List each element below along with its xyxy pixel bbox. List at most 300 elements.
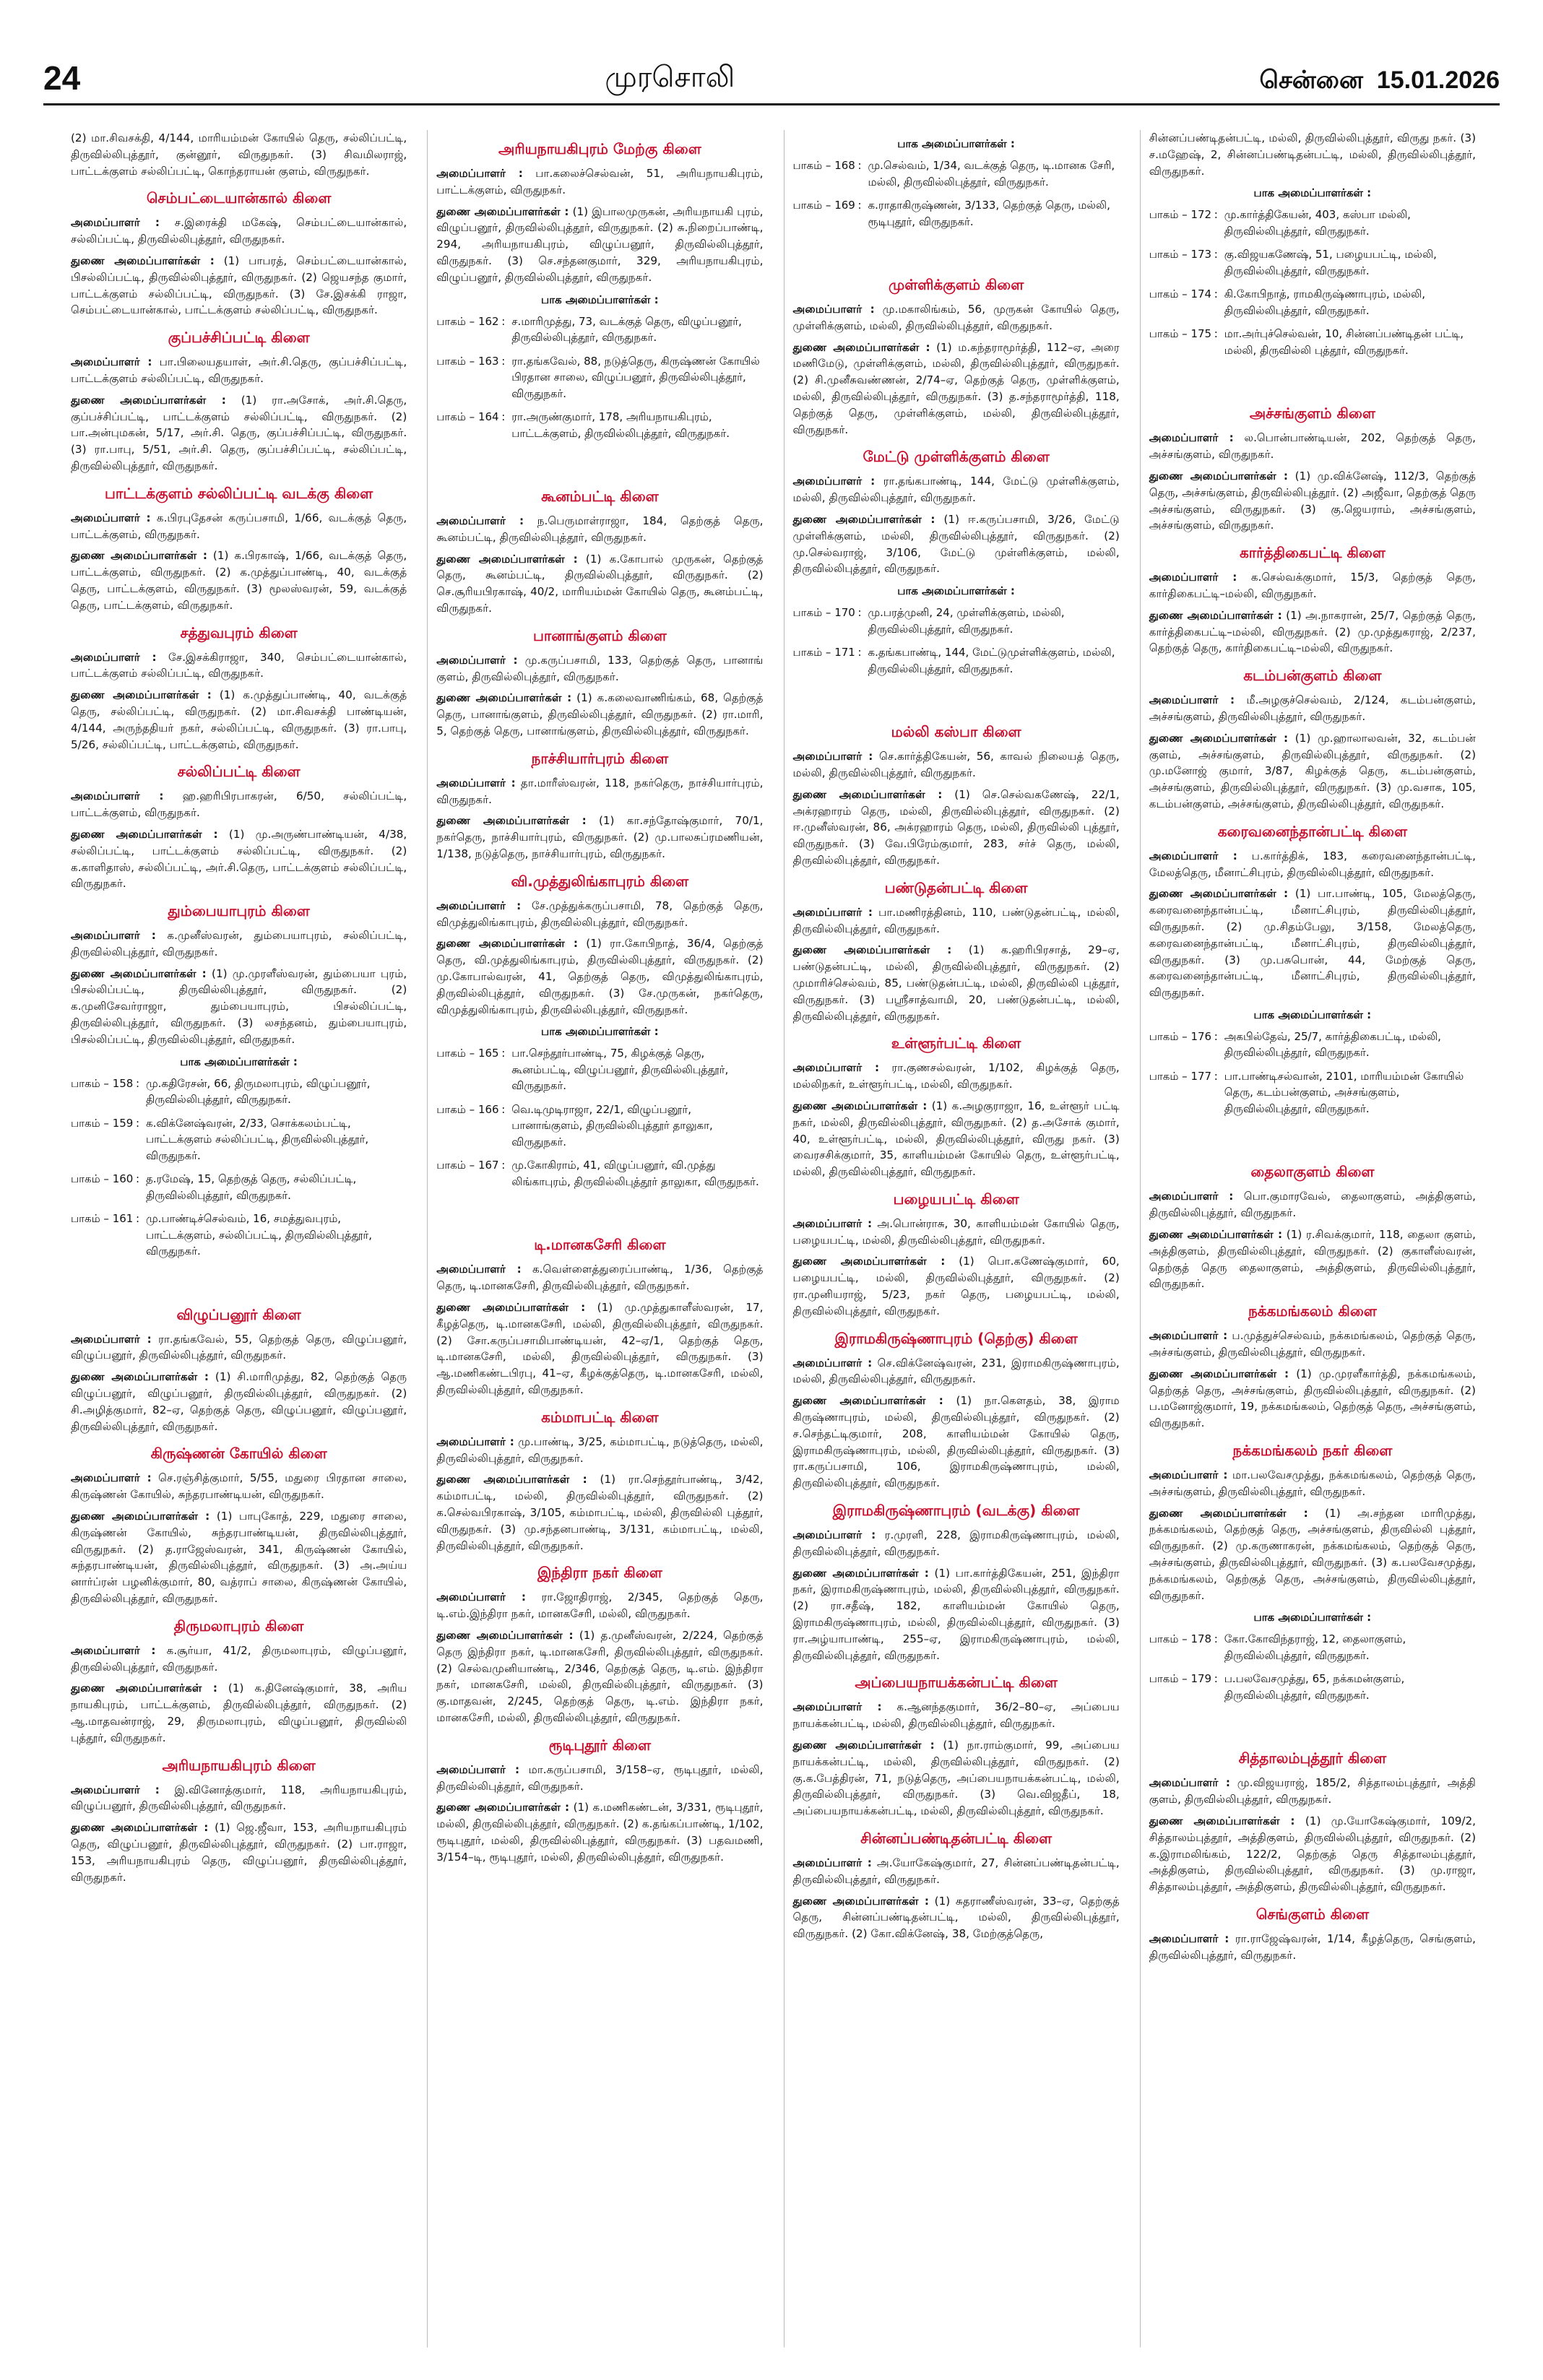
entry-paragraph	[71, 510, 407, 543]
entry-text: ரா.குணசல்வரன், 1/102, கிழக்குத் தெரு, மல்லிநகர், உள்ளூர்பட்டி, மல்லி, விருதுநகர்.	[792, 1061, 1120, 1091]
booth-number: பாகம் – 172	[1149, 208, 1212, 222]
booth-detail: கி.கோபிநாத், ராமகிருஷ்ணாபுரம், மல்லி, திருவில்லிபுத்தூர், விருதுநகர்.	[1224, 287, 1425, 317]
entry-label: அமைப்பாளர் :	[792, 1700, 882, 1714]
booth-number: பாகம் – 166	[436, 1102, 499, 1116]
entry-text: க.சூர்யா, 41/2, திருமலாபுரம், விழுப்பனூர், திருவில்லிபுத்தூர், விருதுநகர்.	[71, 1643, 407, 1674]
booth-colon: :	[857, 159, 862, 172]
entry-paragraph	[436, 1299, 763, 1398]
booth-entry	[71, 1115, 407, 1164]
booth-colon: :	[1214, 327, 1218, 341]
entry-label: துணை அமைப்பாளர்கள் :	[1149, 608, 1282, 622]
entry-text: ர.முரளி, 228, இராமகிருஷ்ணாபுரம், மல்லி, திருவில்லிபுத்தூர், விருதுநகர்.	[792, 1528, 1120, 1558]
entry-paragraph	[793, 787, 1120, 869]
entry-text: (1) ரா.செந்தூர்பாண்டி, 3/42, கம்மாபட்டி, மல்லி, திருவில்லிபுத்தூர், விருதுநகர். (2) க.செல்வபிரகாஷ், 3/105, கம்மாபட்டி, மல்லி, திருவில்லி புத்தூர், விருதுநகர். (3) மு.சந்தனபாண்டி, 3/131, கம்மாபட்டி, மல்லி, திருவில்லிபுத்தூர், விருதுநகர்.	[436, 1473, 764, 1552]
entry-text: மு.பாண்டி, 3/25, கம்மாபட்டி, நடுத்தெரு, மல்லி, திருவில்லிபுத்தூர், விருதுநகர்.	[436, 1435, 764, 1465]
entry-text: பொ.குமாரவேல், தைலாகுளம், அத்திகுளம், திருவில்லிபுத்தூர், விருதுநகர்.	[1149, 1190, 1476, 1220]
booth-entry	[71, 1211, 407, 1260]
entry-paragraph	[71, 1643, 407, 1676]
entry-paragraph	[793, 904, 1120, 938]
entry-text: (1) அ.சந்தன மாரிமுத்து, நக்கமங்கலம், தெற்குத் தெரு, அச்சங்குளம், திருவில்லி புத்தூர், விருதுநகர். (2) மு.கருணாகரன், நக்கமங்கலம், தெற்குத் தெரு, அச்சங்குளம், திருவில்லிபுத்தூர், விருதுநகர். (3) க.பலவேசமுத்து, நக்கமங்கலம், தெற்குத் தெரு, அச்சங்குளம், திருவில்லிபுத்தூர், விருதுநகர்.	[1149, 1506, 1476, 1602]
entry-paragraph	[1149, 607, 1476, 657]
entry-paragraph	[793, 301, 1120, 334]
booth-colon: :	[857, 606, 862, 620]
branch-heading: உள்ளூர்பட்டி கிளை	[891, 1034, 1021, 1052]
entry-paragraph	[71, 966, 407, 1048]
entry-label: துணை அமைப்பாளர்கள் :	[71, 1510, 210, 1523]
entry-label: துணை அமைப்பாளர்கள் :	[792, 1255, 946, 1268]
booth-number: பாகம் – 173	[1149, 248, 1212, 261]
entry-paragraph	[793, 1737, 1120, 1819]
entry-paragraph	[436, 1434, 763, 1467]
entry-paragraph	[793, 1253, 1120, 1319]
entry-paragraph	[436, 1799, 763, 1865]
entry-text: (1) மு.ஹாலாலவன், 32, கடம்பன் குளம், அச்சங்குளம், திருவில்லிபுத்தூர், விருதுநகர். (2) மு.மனோஜ் குமார், 3/87, கிழக்குத் தெரு, கடம்பன்குளம், அச்சங்குளம், திருவில்லிபுத்தூர், விருதுநகர். (3) மு.வசாக, 105, கடம்பன்குளம், அச்சங்குளம், திருவில்லிபுத்தூர், விருதுநகர்.	[1149, 731, 1476, 810]
entry-label: அமைப்பாளர் :	[436, 899, 522, 912]
branch-heading: திருமலாபுரம் கிளை	[173, 1617, 304, 1635]
entry-label: அமைப்பாளர் :	[1149, 1931, 1229, 1945]
entry-paragraph	[71, 548, 407, 613]
entry-paragraph	[1149, 1188, 1476, 1221]
entry-text: (1) மு.அருண்பாண்டியன், 4/38, சல்லிப்பட்டி, பாட்டக்குளம் சல்லிப்பட்டி, விருதுநகர். (2) க.காளிதாஸ், சல்லிப்பட்டி, அர்.சி.தெரு, பாட்டக்குளம் சல்லிப்பட்டி, விருதுநகர்.	[71, 827, 407, 891]
entry-paragraph	[436, 813, 763, 862]
branch-heading: கார்த்திகைபட்டி கிளை	[1239, 544, 1386, 562]
branch-heading: நக்கமங்கலம் நகர் கிளை	[1232, 1441, 1393, 1459]
booth-entry	[436, 1102, 763, 1151]
entry-label: துணை அமைப்பாளர்கள் :	[436, 937, 578, 951]
entry-text: (1) சுதராணீஸ்வரன், 33–ஏ, தெற்குத் தெரு, சின்னப்பண்டிதன்பட்டி, மல்லி, திருவில்லிபுத்தூர், விருதுநகர். (2) கோ.விக்னேஷ், 38, மேற்குத்தெரு,	[792, 1894, 1120, 1941]
entry-text: (1) க.தினேஷ்குமார், 38, அரிய நாயகிபுரம், பாட்டக்குளம், திருவில்லிபுத்தூர், விருதுநகர். (2) ஆ.மாதவன்ராஜ், 29, திருமலாபுரம், விழுப்பனூர், திருவில்லி புத்தூர், விருதுநகர்.	[71, 1682, 407, 1744]
entry-paragraph	[71, 215, 407, 248]
entry-paragraph	[1149, 1366, 1476, 1432]
column-2	[427, 130, 763, 2347]
entry-text: ந.பெருமாள்ராஜா, 184, தெற்குத் தெரு, கூனம்பட்டி, திருவில்லிபுத்தூர், விருதுநகர்.	[436, 514, 764, 544]
entry-text: (1) செ.செல்வகணேஷ், 22/1, அக்ரஹாரம் தெரு, மல்லி, திருவில்லிபுத்தூர், விருதுநகர். (2) ஈ.முனீஸ்வரன், 86, அக்ரஹாரம் தெரு, மல்லி, திருவில்லி புத்தூர், விருதுநகர். (3) வே.பிரேம்குமார், 283, சர்ச் தெரு, மல்லி, திருவில்லிபுத்தூர், விருதுநகர்.	[792, 787, 1120, 867]
entry-text: அ.யோகேஷ்குமார், 27, சின்னப்பண்டிதன்பட்டி, திருவில்லிபுத்தூர், விருதுநகர்.	[792, 1856, 1120, 1886]
entry-text: பா.கலைச்செல்வன், 51, அரியநாயகிபுரம், பாட்டக்குளம், விருதுநகர்.	[436, 167, 764, 196]
booth-colon: :	[501, 314, 506, 328]
booth-number: பாகம் – 161	[71, 1212, 134, 1226]
entry-text: சின்னப்பண்டிதன்பட்டி, மல்லி, திருவில்லிபுத்தூர், விருது நகர். (3) ச.மஹேஷ், 2, சின்னப்பண்டிதன்பட்டி, மல்லி, திருவில்லிபுத்தூர், விருதுநகர்.	[1149, 131, 1476, 178]
booth-colon: :	[1214, 248, 1218, 261]
branch-heading: செம்பட்டையான்கால் கிளை	[146, 189, 332, 207]
entry-paragraph	[436, 1261, 763, 1294]
entry-text: ச.இரைக்தி மகேஷ், செம்பட்டையான்கால், சல்லிப்பட்டி, திருவில்லிபுத்தூர், விருதுநகர்.	[71, 216, 407, 246]
entry-text: மா.கருப்பசாமி, 3/158–ஏ, ரூடிபுதூர், மல்லி, திருவில்லிபுத்தூர், விருதுநகர்.	[436, 1762, 764, 1793]
spacer	[436, 449, 763, 477]
entry-paragraph	[436, 1762, 763, 1795]
entry-label: துணை அமைப்பாளர்கள் :	[792, 1099, 928, 1112]
branch-heading: டி.மானகசேரி கிளை	[534, 1236, 666, 1254]
branch-heading: அரியநாயகிபுரம் கிளை	[162, 1756, 316, 1774]
booth-detail: க.ராதாகிருஷ்ணன், 3/133, தெற்குத் தெரு, மல்லி, ரூடிபுதூர், விருதுநகர்.	[868, 199, 1110, 228]
entry-paragraph	[436, 513, 763, 546]
booth-number: பாகம் – 178	[1149, 1632, 1212, 1646]
entry-label: துணை அமைப்பாளர்கள் :	[792, 1566, 929, 1580]
booth-colon: :	[501, 354, 506, 368]
entry-text: பா.பிலையதயாள், அர்.சி.தெரு, குப்பச்சிப்பட்டி, பாட்டக்குளம் சல்லிப்பட்டி, விருதுநகர்.	[71, 355, 407, 385]
entry-paragraph	[793, 1699, 1120, 1732]
entry-label: துணை அமைப்பாளர்கள் :	[71, 254, 215, 267]
branch-heading: நாச்சியார்புரம் கிளை	[531, 749, 669, 767]
entry-paragraph	[793, 1565, 1120, 1664]
entry-text: ஹ.ஹரிபிரபாகரன், 6/50, சல்லிப்பட்டி, பாட்டக்குளம், விருதுநகர்.	[71, 789, 407, 820]
branch-heading: இராமகிருஷ்ணாபுரம் (தெற்கு) கிளை	[834, 1329, 1078, 1347]
booth-number: பாகம் – 175	[1149, 327, 1212, 341]
branch-heading: கடம்பன்குளம் கிளை	[1243, 667, 1382, 685]
entry-text: மு.மகாலிங்கம், 56, முருகன் கோயில் தெரு, முள்ளிக்குளம், மல்லி, திருவில்லிபுத்தூர், விருதுநகர்.	[792, 303, 1120, 332]
booth-entry	[1149, 207, 1476, 239]
entry-paragraph	[436, 775, 763, 808]
branch-heading: ரூடிபுதூர் கிளை	[548, 1736, 652, 1754]
entry-paragraph	[71, 1369, 407, 1435]
branch-heading: சத்துவபுரம் கிளை	[180, 623, 298, 641]
booth-colon: :	[1214, 1632, 1218, 1646]
entry-label: அமைப்பாளர் :	[71, 1332, 152, 1346]
entry-paragraph	[436, 204, 763, 286]
entry-label: அமைப்பாளர் :	[71, 789, 164, 803]
entry-text: ரா.ஜோதிராஜ், 2/345, தெற்குத் தெரு, டி.எம்.இந்திரா நகர், மானகசேரி, மல்லி, விருதுநகர்.	[436, 1591, 764, 1621]
booth-detail: மு.கார்த்திகேயன், 403, கஸ்பா மல்லி, திருவில்லிபுத்தூர், விருதுநகர்.	[1224, 208, 1411, 238]
booth-colon: :	[1214, 1029, 1218, 1043]
entry-paragraph	[71, 927, 407, 961]
entry-paragraph	[793, 1098, 1120, 1180]
entry-label: துணை அமைப்பாளர்கள் :	[792, 943, 952, 957]
entry-label: அமைப்பாளர் :	[1149, 693, 1235, 707]
entry-paragraph	[793, 1355, 1120, 1388]
branch-heading: மேட்டு முள்ளிக்குளம் கிளை	[863, 448, 1050, 466]
entry-paragraph	[1149, 1328, 1476, 1361]
booth-detail: கோ.கோவிந்தராஜ், 12, தைலாகுளம், திருவில்லிபுத்தூர், விருதுநகர்.	[1224, 1632, 1406, 1662]
branch-heading: அரியநாயகிபுரம் மேற்கு கிளை	[498, 140, 701, 157]
entry-label: அமைப்பாளர் :	[1149, 571, 1237, 584]
subheading: பாக அமைப்பாளர்கள் :	[897, 137, 1015, 150]
booth-detail: மா.அர்புச்செல்வன், 10, சின்னப்பண்டிதன் பட்டி, மல்லி, திருவில்லி புத்தூர், விருதுநகர்.	[1224, 327, 1464, 357]
entry-text: ரா.தங்கவேல், 55, தெற்குத் தெரு, விழுப்பனூர், விழுப்பனூர், திருவில்லிபுத்தூர், விருதுநகர்.	[71, 1332, 407, 1362]
branch-heading: கிருஷ்ணன் கோயில் கிளை	[150, 1445, 327, 1463]
entry-label: அமைப்பாளர் :	[792, 1061, 880, 1075]
page-number: 24	[43, 59, 81, 97]
entry-paragraph	[1149, 1775, 1476, 1808]
booth-colon: :	[501, 410, 506, 424]
entry-label: அமைப்பாளர் :	[792, 1528, 876, 1542]
spacer	[1149, 1710, 1476, 1739]
booth-colon: :	[1214, 1069, 1218, 1083]
entry-label: அமைப்பாளர் :	[71, 929, 156, 943]
entry-text: (1) பொ.கணேஷ்குமார், 60, பழையபட்டி, மல்லி, திருவில்லிபுத்தூர், விருதுநகர். (2) ரா.முனியராஜ், 5/23, நகர் தெரு, பழையபட்டி, மல்லி, திருவில்லிபுத்தூர், விருதுநகர்.	[792, 1255, 1120, 1317]
entry-label: துணை அமைப்பாளர்கள் :	[71, 1821, 209, 1835]
booth-colon: :	[136, 1172, 140, 1186]
entry-paragraph	[793, 1855, 1120, 1888]
booth-entry	[793, 644, 1120, 677]
entry-label: அமைப்பாளர் :	[436, 776, 516, 789]
entry-paragraph	[436, 165, 763, 199]
entry-label: துணை அமைப்பாளர்கள் :	[436, 1628, 574, 1642]
entry-label: துணை அமைப்பாளர்கள் :	[71, 827, 218, 841]
entry-paragraph	[436, 551, 763, 617]
entry-paragraph	[1149, 692, 1476, 725]
entry-label: துணை அமைப்பாளர்கள் :	[1149, 731, 1289, 745]
booth-colon: :	[136, 1212, 140, 1226]
entry-paragraph	[1149, 468, 1476, 534]
entry-paragraph	[436, 1589, 763, 1622]
entry-paragraph	[1149, 1467, 1476, 1500]
paper-name: முரசொலி	[605, 61, 735, 94]
entry-label: துணை அமைப்பாளர்கள் :	[1149, 1228, 1283, 1241]
entry-text: க.முனீஸ்வரன், தும்பையாபுரம், சல்லிப்பட்டி, திருவில்லிபுத்தூர், விருதுநகர்.	[71, 929, 407, 959]
entry-label: அமைப்பாளர் :	[71, 216, 160, 230]
branch-heading: கரைவனைந்தான்பட்டி கிளை	[1217, 822, 1407, 840]
branch-heading: அச்சங்குளம் கிளை	[1249, 404, 1375, 423]
booth-number: பாகம் – 176	[1149, 1029, 1212, 1043]
booth-colon: :	[501, 1047, 506, 1060]
booth-entry	[1149, 286, 1476, 319]
booth-detail: மு.கோகிராம், 41, விழுப்பனூர், வி.முத்து லிங்காபுரம், திருவில்லிபுத்தூர் தாலுகா, விருதுநகர்.	[511, 1159, 759, 1188]
booth-number: பாகம் – 174	[1149, 287, 1212, 301]
entry-text: (1) மு.முத்துகாளீஸ்வரன், 17, கீழத்தெரு, டி.மானகசேரி, மல்லி, திருவில்லிபுத்தூர், விருதுநகர். (2) சோ.கருப்பசாமிபாண்டியன், 42–ஏ/1, தெற்குத் தெரு, டி.மானகசேரி, மல்லி, திருவில்லிபுத்தூர், விருதுநகர். (3) ஆ.மணிகண்டபிரபு, 41–ஏ, கீழக்குத்தெரு, டி.மானகசேரி, மல்லி, திருவில்லிபுத்தூர், விருதுநகர்.	[436, 1301, 764, 1396]
booth-number: பாகம் – 160	[71, 1172, 134, 1186]
city: சென்னை	[1259, 66, 1363, 94]
branch-heading: இந்திரா நகர் கிளை	[537, 1564, 662, 1582]
booth-colon: :	[136, 1076, 140, 1090]
entry-text: (1) க.முத்துப்பாண்டி, 40, வடக்குத் தெரு, சல்லிப்பட்டி, விருதுநகர். (2) மா.சிவசக்தி பாண்டியன், 4/144, அருந்ததியர் நகர், சல்லிப்பட்டி, விருதுநகர். (3) ரா.பாபு, 5/26, சல்லிப்பட்டி, பாட்டக்குளம், விருதுநகர்.	[71, 688, 407, 751]
entry-label: அமைப்பாளர் :	[71, 1783, 160, 1796]
entry-paragraph	[71, 392, 407, 475]
entry-text: ரா.தங்கபாண்டி, 144, மேட்டு முள்ளிக்குளம், மல்லி, திருவில்லிபுத்தூர், விருதுநகர்.	[792, 475, 1120, 505]
entry-label: துணை அமைப்பாளர்கள் :	[792, 1394, 943, 1408]
dateline	[1260, 66, 1500, 98]
branch-heading: தைலாகுளம் கிளை	[1250, 1163, 1375, 1181]
issue-date: 15.01.2026	[1376, 66, 1500, 94]
branch-heading: விழுப்பனூர் கிளை	[176, 1305, 301, 1323]
booth-entry	[436, 313, 763, 346]
entry-paragraph	[1149, 730, 1476, 813]
entry-paragraph	[71, 253, 407, 319]
entry-label: அமைப்பாளர் :	[71, 511, 151, 524]
entry-paragraph	[793, 473, 1120, 506]
booth-entry	[436, 1045, 763, 1094]
entry-paragraph	[793, 339, 1120, 438]
entry-label: அமைப்பாளர் :	[792, 1216, 873, 1230]
entry-label: துணை அமைப்பாளர்கள் :	[792, 340, 930, 354]
branch-heading: முள்ளிக்குளம் கிளை	[888, 276, 1024, 293]
entry-paragraph	[793, 1893, 1120, 1942]
branch-heading: பாட்டக்குளம் சல்லிப்பட்டி வடக்கு கிளை	[105, 484, 373, 502]
booth-colon: :	[501, 1159, 506, 1172]
entry-text: (1) ரா.கோபிநாத், 36/4, தெற்குத் தெரு, வி.முத்துலிங்காபுரம், திருவில்லிபுத்தூர், விருதுநகர். (2) மு.கோபால்வரன், 41, தெற்குத் தெரு, விமுத்துலிங்காபுரம், திருவில்லிபுத்தூர், விருதுநகர். (3) சே.முருகன், நகர்தெரு, விமுத்துலிங்காபுரம், திருவில்லிபுத்தூர், விருதுநகர்.	[436, 937, 764, 1016]
booth-number: பாகம் – 171	[792, 646, 855, 659]
entry-text: க.செல்வக்குமார், 15/3, தெற்குத் தெரு, கார்திகைபட்டி–மல்லி, விருதுநகர்.	[1149, 571, 1476, 600]
booth-detail: க.விக்னேஷ்வரன், 2/33, சொக்கலம்பட்டி, பாட்டக்குளம் சல்லிப்பட்டி, திருவில்லிபுத்தூர், விருதுநகர்.	[146, 1116, 369, 1162]
entry-label: துணை அமைப்பாளர்கள் :	[1149, 1506, 1308, 1520]
subheading: பாக அமைப்பாளர்கள் :	[1253, 1611, 1372, 1624]
branch-heading: சின்னப்பண்டிதன்பட்டி கிளை	[860, 1830, 1053, 1847]
entry-paragraph	[793, 1393, 1120, 1492]
entry-text: பா.மணிரத்தினம், 110, பண்டுதன்பட்டி, மல்லி, திருவில்லிபுத்தூர், விருதுநகர்.	[792, 905, 1120, 935]
entry-label: துணை அமைப்பாளர்கள் :	[71, 688, 212, 702]
spacer	[71, 1267, 407, 1296]
booth-number: பாகம் – 164	[436, 410, 499, 424]
branch-heading: நக்கமங்கலம் கிளை	[1248, 1302, 1377, 1320]
booth-colon: :	[857, 199, 862, 212]
entry-label: அமைப்பாளர் :	[436, 514, 524, 528]
booth-detail: மு.பாண்டிச்செல்வம், 16, சமத்துவபுரம், பாட்டக்குளம், சல்லிப்பட்டி, திருவில்லிபுத்தூர், விருதுநகர்.	[146, 1212, 372, 1258]
entry-text: (1) ஜெ.ஜீவா, 153, அரியநாயகிபுரம் தெரு, விழுப்பனூர், திருவில்லிபுத்தூர், விருதுநகர். (2) பா.ராஜா, 153, அரியநாயகிபுரம் தெரு, விழுப்பனூர், திருவில்லிபுத்தூர், விருதுநகர்.	[71, 1821, 407, 1884]
spacer	[1149, 365, 1476, 394]
entry-label: துணை அமைப்பாளர்கள் :	[71, 966, 207, 980]
booth-detail: மு.கதிரேசன், 66, திருமலாபுரம், விழுப்பனூர், திருவில்லிபுத்தூர், விருதுநகர்.	[146, 1076, 371, 1107]
entry-text: (1) ரா.அசோக், அர்.சி.தெரு, குப்பச்சிப்பட்டி, பாட்டக்குளம் சல்லிப்பட்டி, விருதுநகர். (2) பா.அன்புமகன், 5/17, அர்.சி. தெரு, குப்பச்சிப்பட்டி, விருதுநகர். (3) ரா.பாபு, 5/51, அர்.சி. தெரு, குப்பச்சிப்பட்டி, சல்லிப்பட்டி, திருவில்லிபுத்தூர், விருதுநகர்.	[71, 393, 407, 472]
entry-paragraph	[1149, 1505, 1476, 1604]
entry-text: சே.இசக்கிராஜா, 340, செம்பட்டையான்கால், பாட்டக்குளம் சல்லிப்பட்டி, விருதுநகர்.	[71, 650, 407, 680]
entry-paragraph	[71, 1680, 407, 1746]
column-4	[1140, 130, 1476, 2347]
entry-text: (1) ஈ.கருப்பசாமி, 3/26, மேட்டு முள்ளிக்குளம், மல்லி, திருவில்லிபுத்தூர், விருதுநகர். (2) மு.செல்வராஜ், 3/106, மேட்டு முள்ளிக்குளம், மல்லி, திருவில்லிபுத்தூர், விருதுநகர்.	[792, 512, 1120, 576]
entry-paragraph	[1149, 569, 1476, 602]
booth-number: பாகம் – 167	[436, 1159, 499, 1172]
entry-label: அமைப்பாளர் :	[71, 1643, 156, 1657]
booth-detail: ரா.தங்கவேல், 88, நடுத்தெரு, கிருஷ்ணன் கோயில் பிரதான சாலை, விழுப்பனூர், திருவில்லிபுத்தூர், விருதுநகர்.	[511, 354, 760, 400]
booth-detail: பா.செந்தூர்பாண்டி, 75, கிழக்குத் தெரு, கூனம்பட்டி, விழுப்பனூர், திருவில்லிபுத்தூர், விருதுநகர்.	[511, 1047, 729, 1093]
branch-heading: மல்லி கஸ்பா கிளை	[891, 723, 1021, 741]
branch-heading: செங்குளம் கிளை	[1255, 1905, 1370, 1923]
booth-entry	[793, 197, 1120, 230]
booth-number: பாகம் – 169	[792, 199, 855, 212]
entry-text: க.வெள்ளைத்துரைப்பாண்டி, 1/36, தெற்குத் தெரு, டி.மானகசேரி, திருவில்லிபுத்தூர், விருதுநகர்.	[436, 1263, 764, 1293]
entry-paragraph	[71, 1331, 407, 1364]
entry-paragraph	[436, 898, 763, 931]
branch-heading: சல்லிப்பட்டி கிளை	[177, 763, 301, 781]
entry-label: துணை அமைப்பாளர்கள் :	[436, 1473, 587, 1487]
entry-text: (1) க.ஹரிபிரசாத், 29–ஏ, பண்டுதன்பட்டி, மல்லி, திருவில்லிபுத்தூர், விருதுநகர். (2) முமாரிச்செல்வம், 85, பண்டுதன்பட்டி, மல்லி, திருவில்லி புத்தூர், விருதுநகர். (3) பஸ்ரீசாத்வாமி, 20, பண்டுதன்பட்டி, மல்லி, திருவில்லிபுத்தூர், விருதுநகர்.	[792, 943, 1120, 1023]
entry-label: அமைப்பாளர் :	[792, 303, 875, 316]
entry-paragraph	[1149, 130, 1476, 179]
subheading: பாக அமைப்பாளர்கள் :	[541, 293, 659, 306]
booth-entry	[1149, 326, 1476, 358]
entry-text: (1) பா.கார்த்திகேயன், 251, இந்திரா நகர், இராமகிருஷ்ணாபுரம், மல்லி, திருவில்லிபுத்தூர், விருதுநகர். (2) ரா.சதீஷ், 182, காளியம்மன் கோயில் தெரு, இராமகிருஷ்ணாபுரம், மல்லி, திருவில்லிபுத்தூர், விருதுநகர். (3) ரா.அழ்யாபாண்டி, 255–ஏ, இராமகிருஷ்ணாபுரம், மல்லி, திருவில்லிபுத்தூர், விருதுநகர்.	[792, 1566, 1120, 1662]
columns	[71, 130, 1476, 2347]
entry-label: அமைப்பாளர் :	[71, 650, 157, 664]
entry-paragraph	[71, 354, 407, 387]
entry-text: அ.பொன்ராசு, 30, காளியம்மன் கோயில் தெரு, பழையபட்டி, மல்லி, திருவில்லிபுத்தூர், விருதுநகர்.	[792, 1216, 1120, 1247]
entry-label: அமைப்பாளர் :	[792, 750, 873, 763]
entry-text: இ.வினோத்குமார், 118, அரியநாயகிபுரம், விழுப்பனூர், திருவில்லிபுத்தூர், விருதுநகர்.	[71, 1783, 407, 1813]
booth-number: பாகம் – 162	[436, 314, 499, 328]
subheading: பாக அமைப்பாளர்கள் :	[541, 1025, 659, 1039]
booth-detail: ச.மாரிமுத்து, 73, வடக்குத் தெரு, விழுப்பனூர், திருவில்லிபுத்தூர், விருதுநகர்.	[511, 314, 742, 345]
booth-entry	[436, 353, 763, 402]
booth-detail: மு.செல்வம், 1/34, வடக்குத் தெரு, டி.மானக சேரி, மல்லி, திருவில்லிபுத்தூர், விருதுநகர்.	[868, 159, 1115, 189]
entry-text: மு.விஜயராஜ், 185/2, சித்தாலம்புத்தூர், அத்தி குளம், திருவில்லிபுத்தூர், விருதுநகர்.	[1149, 1776, 1476, 1806]
entry-text: (1) கா.சந்தோஷ்குமார், 70/1, நகர்தெரு, நாச்சியார்புரம், விருதுநகர். (2) மு.பாலசுப்ரமணியன், 1/138, நடுத்தெரு, நாச்சியார்புரம், விருதுநகர்.	[436, 814, 764, 861]
entry-label: துணை அமைப்பாளர்கள் :	[71, 393, 226, 407]
entry-paragraph	[436, 1471, 763, 1554]
entry-text: (1) த.முனீஸ்வரன், 2/224, தெற்குத் தெரு இந்திரா நகர், டி.மானகசேரி, திருவில்லிபுத்தூர், விருதுநகர். (2) செல்வமுனியாண்டி, 2/346, தெற்குத் தெரு, டி.எம். இந்திரா நகர், மானகசேரி, மல்லி, திருவில்லிபுத்தூர், விருதுநகர். (3) கு.மாதவன், 2/245, தெற்குத் தெரு, டி.எம். இந்திரா நகர், மானகசேரி, மல்லி, திருவில்லிபுத்தூர், விருதுநகர்.	[436, 1628, 764, 1724]
entry-paragraph	[436, 652, 763, 685]
entry-label: அமைப்பாளர் :	[1149, 1468, 1228, 1481]
entry-label: துணை அமைப்பாளர்கள் :	[792, 787, 943, 801]
entry-text: (1) பாபரத், செம்பட்டையான்கால், பிசல்லிப்பட்டி, திருவில்லிபுத்தூர், விருதுநகர். (2) ஜெயசந்த குமார், பாட்டக்குளம் சல்லிப்பட்டி, விருதுநகர். (3) சே.இசக்கி ராஜா, செம்பட்டையான்கால், பாட்டக்குளம் சல்லிப்பட்டி, விருதுநகர்.	[71, 254, 407, 317]
entry-paragraph	[1149, 886, 1476, 1001]
booth-colon: :	[136, 1116, 140, 1130]
entry-label: அமைப்பாளர் :	[71, 355, 152, 369]
entry-label: அமைப்பாளர் :	[792, 475, 876, 488]
entry-label: அமைப்பாளர் :	[436, 167, 523, 180]
entry-text: (1) க.கோபால் முருகன், தெற்குத் தெரு, கூனம்பட்டி, திருவில்லிபுத்தூர், விருதுநகர். (2) செ.சூரியபிரகாஷ், 40/2, மாரியம்மன் கோயில் தெரு, கூனம்பட்டி, விருதுநகர்.	[436, 552, 764, 615]
booth-detail: பா.பாண்டிசல்வான், 2101, மாரியம்மன் கோயில் தெரு, கடம்பன்குளம், அச்சங்குளம், திருவில்லிபுத்தூர், விருதுநகர்.	[1224, 1069, 1464, 1115]
booth-number: பாகம் – 179	[1149, 1672, 1212, 1686]
entry-text: (1) ம.கந்தராமூர்த்தி, 112–ஏ, அரை மணிமேடு, முள்ளிக்குளம், மல்லி, திருவில்லிபுத்தூர், விருதுநகர். (2) சி.முனீசுவண்ணன், 2/74–ஏ, தெற்குத் தெரு, முள்ளிக்குளம், மல்லி, திருவில்லிபுத்தூர், விருதுநகர். (3) த.சந்தராமூர்த்தி, 118, தெற்குத் தெரு, முள்ளிக்குளம், மல்லி, திருவில்லிபுத்தூர், விருதுநகர்.	[792, 340, 1120, 436]
entry-label: அமைப்பாளர் :	[1149, 1329, 1228, 1343]
booth-detail: கு.விஜயகணேஷ், 51, பழையபட்டி, மல்லி, திருவில்லிபுத்தூர், விருதுநகர்.	[1224, 248, 1437, 277]
entry-paragraph	[71, 130, 407, 179]
entry-text: (1) இபாலமுருகன், அரியநாயகி புரம், விழுப்பனூர், திருவில்லிபுத்தூர், விருதுநகர். (2) சு.நிறைப்பாண்டி, 294, அரியநாயகிபுரம், விழுப்பனூர், திருவில்லிபுத்தூர், விருதுநகர். (3) செ.சந்தனகுமார், 329, அரியநாயகிபுரம், விழுப்பனூர், திருவில்லிபுத்தூர், விருதுநகர்.	[436, 204, 764, 284]
entry-text: (1) மு.முரளீகார்த்தி, நக்கமங்கலம், தெற்குத் தெரு, அச்சங்குளம், திருவில்லிபுத்தூர், விருதுநகர். (2) ப.மனோஜ்குமார், 19, நக்கமங்கலம், தெற்குத் தெரு, அச்சங்குளம், விருதுநகர்.	[1149, 1367, 1476, 1430]
entry-text: ப.கார்த்திக், 183, கரைவனைந்தான்பட்டி, மேலத்தெரு, மீனாட்சிபுரம், திருவில்லிபுத்தூர், விருதுநகர்.	[1149, 849, 1476, 879]
entry-text: மீ.அழகுச்செல்வம், 2/124, கடம்பன்குளம், அச்சங்குளம், திருவில்லிபுத்தூர், விருதுநகர்.	[1149, 693, 1476, 723]
entry-label: அமைப்பாளர் :	[436, 1762, 520, 1776]
entry-paragraph	[793, 1060, 1120, 1093]
entry-paragraph	[436, 935, 763, 1018]
entry-text: ப.முத்துச்செல்வம், நக்கமங்கலம், தெற்குத் தெரு, அச்சங்குளம், திருவில்லிபுத்தூர், விருதுநகர்.	[1149, 1329, 1476, 1359]
entry-text: செ.விக்னேஷ்வரன், 231, இராமகிருஷ்ணாபுரம், மல்லி, திருவில்லிபுத்தூர், விருதுநகர்.	[792, 1356, 1120, 1386]
booth-number: பாகம் – 177	[1149, 1069, 1212, 1083]
entry-text: மா.பலவேசமுத்து, நக்கமங்கலம், தெற்குத் தெரு, அச்சங்குளம், திருவில்லிபுத்தூர், விருதுநகர்.	[1149, 1468, 1476, 1498]
entry-label: அமைப்பாளர் :	[1149, 431, 1234, 445]
entry-text: (2) மா.சிவசக்தி, 4/144, மாரியம்மன் கோயில் தெரு, சல்லிப்பட்டி, திருவில்லிபுத்தூர், குன்னூர், விருதுநகர். (3) சிவமிலராஜ், பாட்டக்குளம் சல்லிப்பட்டி, கொந்தராயன் குளம், விருதுநகர்.	[71, 131, 407, 178]
branch-heading: பானாங்குளம் கிளை	[532, 626, 667, 644]
booth-entry	[1149, 246, 1476, 279]
booth-colon: :	[501, 1102, 506, 1116]
entry-label: அமைப்பாளர் :	[436, 1263, 522, 1276]
entry-label: துணை அமைப்பாளர்கள் :	[436, 552, 578, 566]
entry-text: க.ஆனந்தகுமார், 36/2–80–ஏ, அப்பைய நாயக்கன்பட்டி, மல்லி, திருவில்லிபுத்தூர், விருதுநகர்.	[792, 1700, 1120, 1731]
entry-text: (1) பா.பாண்டி, 105, மேலத்தெரு, கரைவனைந்தான்பட்டி, மீனாட்சிபுரம், திருவில்லிபுத்தூர், விருதுநகர். (2) மு.சிதம்பேலு, 3/158, மேலத்தெரு, கரைவனைந்தான்பட்டி, மீனாட்சிபுரம், திருவில்லிபுத்தூர், விருதுநகர். (3) மு.பசுபொன், 44, மேற்குத் தெரு, கரைவனைந்தான்பட்டி, மீனாட்சிபுரம், திருவில்லிபுத்தூர், விருதுநகர்.	[1149, 887, 1476, 1000]
entry-paragraph	[71, 1819, 407, 1885]
entry-text: (1) க.பிரகாஷ், 1/66, வடக்குத் தெரு, பாட்டக்குளம், விருதுநகர். (2) க.முத்துப்பாண்டி, 40, வடக்குத் தெரு, பாட்டக்குளம், விருதுநகர். (3) மூலஸ்வரன், 59, வடக்குத் தெரு, பாட்டக்குளம், விருதுநகர்.	[71, 549, 407, 612]
booth-detail: மு.பரத்முனி, 24, முள்ளிக்குளம், மல்லி, திருவில்லிபுத்தூர், விருதுநகர்.	[868, 606, 1065, 636]
booth-number: பாகம் – 158	[71, 1076, 134, 1090]
entry-text: (1) பாபுகோத், 229, மதுரை சாலை, கிருஷ்ணன் கோயில், சுந்தரபாண்டியன், திருவில்லிபுத்தூர், விருதுநகர். (2) த.ராஜேஸ்வரன், 341, கிருஷ்ணன் கோயில், சுந்தரபாண்டியன், திருவில்லிபுத்தூர், விருதுநகர். (3) அ.அய்ய னார்ப்ரன் பழனிக்குமார், 80, வத்ராப் சாலை, கிருஷ்ணன் கோயில், திருவில்லிபுத்தூர், விருதுநகர்.	[71, 1510, 407, 1606]
entry-label: துணை அமைப்பாளர்கள் :	[792, 1894, 929, 1908]
entry-text: (1) ர.சிவக்குமார், 118, தைலா குளம், அத்திகுளம், திருவில்லிபுத்தூர், விருதுநகர். (2) குகாளீஸ்வரன், தெற்குத் தெரு தைலாகுளம், அத்திகுளம், திருவில்லிபுத்தூர், விருதுநகர்.	[1149, 1228, 1476, 1291]
entry-paragraph	[1149, 1813, 1476, 1895]
entry-label: அமைப்பாளர் :	[792, 905, 873, 919]
entry-text: சே.முத்துக்கருப்பசாமி, 78, தெற்குத் தெரு, விமுத்துலிங்காபுரம், திருவில்லிபுத்தூர், விருதுநகர்.	[436, 899, 764, 929]
entry-label: துணை அமைப்பாளர்கள் :	[436, 814, 587, 828]
subheading: பாக அமைப்பாளர்கள் :	[1253, 1008, 1372, 1021]
entry-text: (1) மு.விக்னேஷ், 112/3, தெற்குத் தெரு, அச்சங்குளம், திருவில்லிபுத்தூர். (2) அஜீவா, தெற்குத் தெரு அச்சங்குளம், விருதுநகர். (3) கு.ஜெயராம், அச்சங்குளம், அச்சங்குளம், விருதுநகர்.	[1149, 469, 1476, 532]
booth-entry	[1149, 1029, 1476, 1061]
booth-entry	[1149, 1068, 1476, 1117]
entry-label: துணை அமைப்பாளர்கள் :	[1149, 469, 1288, 483]
entry-text: (1) க.கலைவாணிங்கம், 68, தெற்குத் தெரு, பானாங்குளம், திருவில்லிபுத்தூர், விருதுநகர். (2) ரா.மாரி, 5, தெற்குத் தெரு, பானாங்குளம், திருவில்லிபுத்தூர், விருதுநகர்.	[436, 691, 764, 738]
booth-detail: வெ.டிமுடிராஜா, 22/1, விழுப்பனூர், பானாங்குளம், திருவில்லிபுத்தூர் தாலுகா, விருதுநகர்.	[511, 1102, 713, 1148]
entry-label: துணை அமைப்பாளர்கள் :	[71, 1370, 209, 1384]
branch-heading: அப்பையநாயக்கன்பட்டி கிளை	[855, 1674, 1058, 1692]
branch-heading: சித்தாலம்புத்தூர் கிளை	[1238, 1749, 1387, 1767]
booth-colon: :	[1214, 287, 1218, 301]
entry-label: துணை அமைப்பாளர்கள் :	[436, 691, 572, 705]
entry-label: அமைப்பாளர் :	[436, 653, 518, 667]
branch-heading: கூனம்பட்டி கிளை	[541, 488, 659, 506]
entry-paragraph	[793, 511, 1120, 577]
booth-number: பாகம் – 170	[792, 606, 855, 620]
booth-detail: அகபில்தேவ், 25/7, கார்த்திகைபட்டி, மல்லி, திருவில்லிபுத்தூர், விருதுநகர்.	[1224, 1029, 1441, 1060]
entry-text: (1) மு.யோகேஷ்குமார், 109/2, சித்தாலம்புத்தூர், அத்திகுளம், திருவில்லிபுத்தூர், விருதுநகர். (2) க.இராமலிங்கம், 122/2, தெற்குத் தெரு சித்தாலம்புத்தூர், அத்திகுளம், திருவில்லிபுத்தூர், விருதுநகர். (3) மு.ராஜா, சித்தாலம்புத்தூர், அத்திகுளம், திருவில்லிபுத்தூர், விருதுநகர்.	[1149, 1814, 1476, 1894]
masthead	[43, 61, 1500, 105]
entry-paragraph	[71, 1470, 407, 1503]
branch-heading: வி.முத்துலிங்காபுரம் கிளை	[511, 872, 689, 890]
